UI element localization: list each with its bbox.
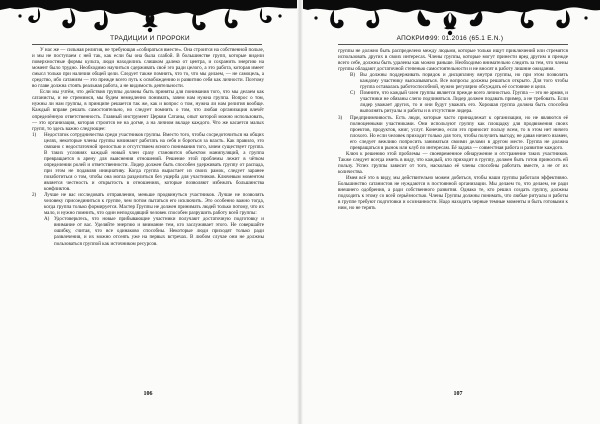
list-item-text: Предприимчивость. Есть люди, которые часто принадлежат к организации, но не являются её полноценными участниками. Они используют группу как площадку для продвижения своих проектов, продуктов, книг, услуг. Конечно, если это приносит пользу всем, то в этом нет ничего плохого. Но если человек приходит только для того, чтобы получить выгоду, не давая ничего взамен, его следует вежливо попросить заниматься своими делами в другом месте. Группа не должна превращаться в рынок или клуб по интересам. Её задача — совместная работа и развитие каждого.	[350, 114, 568, 151]
list-item-text: Лучше не вас исследовать отправлении, меньше продвинуться участников. Лучше не позволять человеку присоединиться к группе, чем потом пытаться его исключить. Это особенно важно тогда, когда группа только формируется. Мастер Группы не должен принимать людей только потому, что их мало, и нужно помнить, что один неподходящий человек способен разрушить работу всей группы:	[44, 192, 264, 217]
sub-list-item	[338, 72, 568, 90]
list-marker: 1)	[32, 131, 37, 138]
page-number: 106	[143, 391, 153, 397]
list-marker: 3)	[338, 114, 343, 121]
body-text-left	[32, 47, 264, 247]
running-head: АПОКРИФ99: 01.2016 (65.1 E.N.)	[396, 35, 504, 42]
paragraph: группы не должно быть распределено между людьми, которые только ищут приключений или стремятся использовать других в своих интересах. Члены группы, которые могут принести вред другим и прежде всего себе, должны быть удалены как можно раньше. Необходимо внимательно следить за тем, что члены группы обладают достаточной степенью самостоятельности и не вносят в работу лишние ожидания.	[338, 48, 568, 73]
sub-list-item	[338, 90, 568, 114]
list-item-text: Удостоверьтесь, что новые прибывающие участники получают достаточную подготовку и внимание от вас. Уделяйте энергию и внимание тем, кто заслуживает этого. Не совершайте ошибку, считая, что все одинаково способны. Некоторые люди приходят только ради развлечения, и их можно отсеять уже на первых встречах. В любом случае они не должны пользоваться группой как источником ресурсов.	[54, 216, 264, 247]
page-number: 107	[453, 391, 463, 397]
ornament-header-left	[0, 0, 300, 40]
list-item-text: Вы должны поддерживать порядок и дисциплину внутри группы, но при этом позволять каждому участнику высказываться. Все вопросы должны решаться открыто. Для того чтобы группа оставалась работоспособной, нужно регулярно обсуждать её состояние и цели.	[360, 72, 568, 91]
list-marker: А)	[44, 216, 50, 223]
list-item-text: Помните, что каждый член группы является прежде всего личностью. Группа — это не армия, и участники не обязаны слепо подчиняться. Лидер должен подавать пример, а не требовать. Если лидер уважает других, то и они будут уважать его. Хорошая группа должна быть способна выполнять ритуалы и работы и в отсутствие лидера.	[360, 90, 568, 115]
ornament-header-right	[300, 0, 600, 40]
sub-list-item	[32, 216, 264, 246]
list-marker: 2)	[32, 192, 37, 199]
header-rule	[338, 44, 568, 45]
list-marker: В)	[350, 72, 356, 79]
paragraph: Имея всё это в виду, мы действительно можем добиться, чтобы наши группы работали эффективно. Большинство сатанистов не нуждаются в постоянной организации. Мы делаем то, что делаем, не ради внешнего одобрения, а ради собственного развития. Однако те, кто решил создать группу, должны подходить к этому со всей серьёзностью. Члены Группы должны понимать, что любые ритуалы и работы в группе требуют подготовки и осознанности. Надо находить черные темные моменты и быть готовыми к ним, но не терять	[338, 174, 568, 212]
list-item-text: Недостаток сотрудничества среди участников группы. Вместо того, чтобы сосредоточиться на общих целях, некоторые члены группы начинают работать на себя и бороться за власть. Как правило, это связано с недостаточной зрелостью и отсутствием ясного понимания того, зачем существует группа. В таких условиях каждый новый член сразу становится объектом манипуляций, а группа превращается в арену для выяснения отношений. Решение этой проблемы лежит в чётком определении ролей и ответственности. Лидер должен быть способен удерживать группу от распада, при этом не подавляя инициативу. Когда группа вырастает из своих рамок, следует заранее позаботиться о том, чтобы она могла разделиться без ущерба для участников. Ключевым моментом является честность и открытость в отношениях, которые позволяют избежать большинства конфликтов.	[44, 131, 264, 193]
list-item	[338, 115, 568, 151]
list-item	[32, 132, 264, 192]
paragraph: У нас же — сильная религия, не требующая «собираться вместе». Она строится на собственной пользе, и мы не поступаем с ней так, как если бы она была слабой. В большинстве групп, которые видели поверхностные формы культа, люди находились слишком далеко от центра, и сохранить энергию на момент было трудно. Необходимо научиться сдерживать своё эго ради целого, а это работа, которая имеет смысл только при наличии общей цели. Следует также помнить, что то, что мы делаем, — не самоцель, а средство, ибо сатанизм — это прежде всего путь к освобождению и развитию себя как личности. Поэтому во главе должна стоять реальная работа, а не видимость деятельности.	[32, 47, 264, 90]
right-page	[300, 0, 600, 424]
paragraph: Если мы учтём, что действия группы должны быть приняты для понимания того, что мы делаем как сатанисты, и не стремимся, мы будем немедленно понимать, зачем нам нужна группа. Вопрос о том, нужны ли нам группы, в принципе решается так же, как и вопрос о том, нужна ли нам религия вообще. Каждый вправе решать самостоятельно, но следует помнить о том, что любая организация влечёт определённую ответственность. Главный инструмент Церкви Сатаны, опыт которой можно использовать, — это организация, которая строится не на догме, а на личном вкладе каждого. Что же касается малых групп, то здесь важно следующее:	[32, 89, 264, 132]
book-gutter	[297, 0, 303, 424]
list-marker: С)	[350, 90, 356, 97]
paragraph: Ключ к решению этой проблемы — своевременное обнаружение и отстранение таких участников. Также следует всегда иметь в виду, что каждый, кто приходит в группу, должен быть готов приносить ей пользу. Успех группы зависит от того, насколько её члены способны работать вместе, а не от их количества.	[338, 150, 568, 175]
body-text-right	[338, 48, 568, 211]
running-head: ТРАДИЦИИ И ПРОРОКИ	[110, 35, 190, 42]
list-item	[32, 192, 264, 216]
header-rule	[32, 44, 262, 45]
